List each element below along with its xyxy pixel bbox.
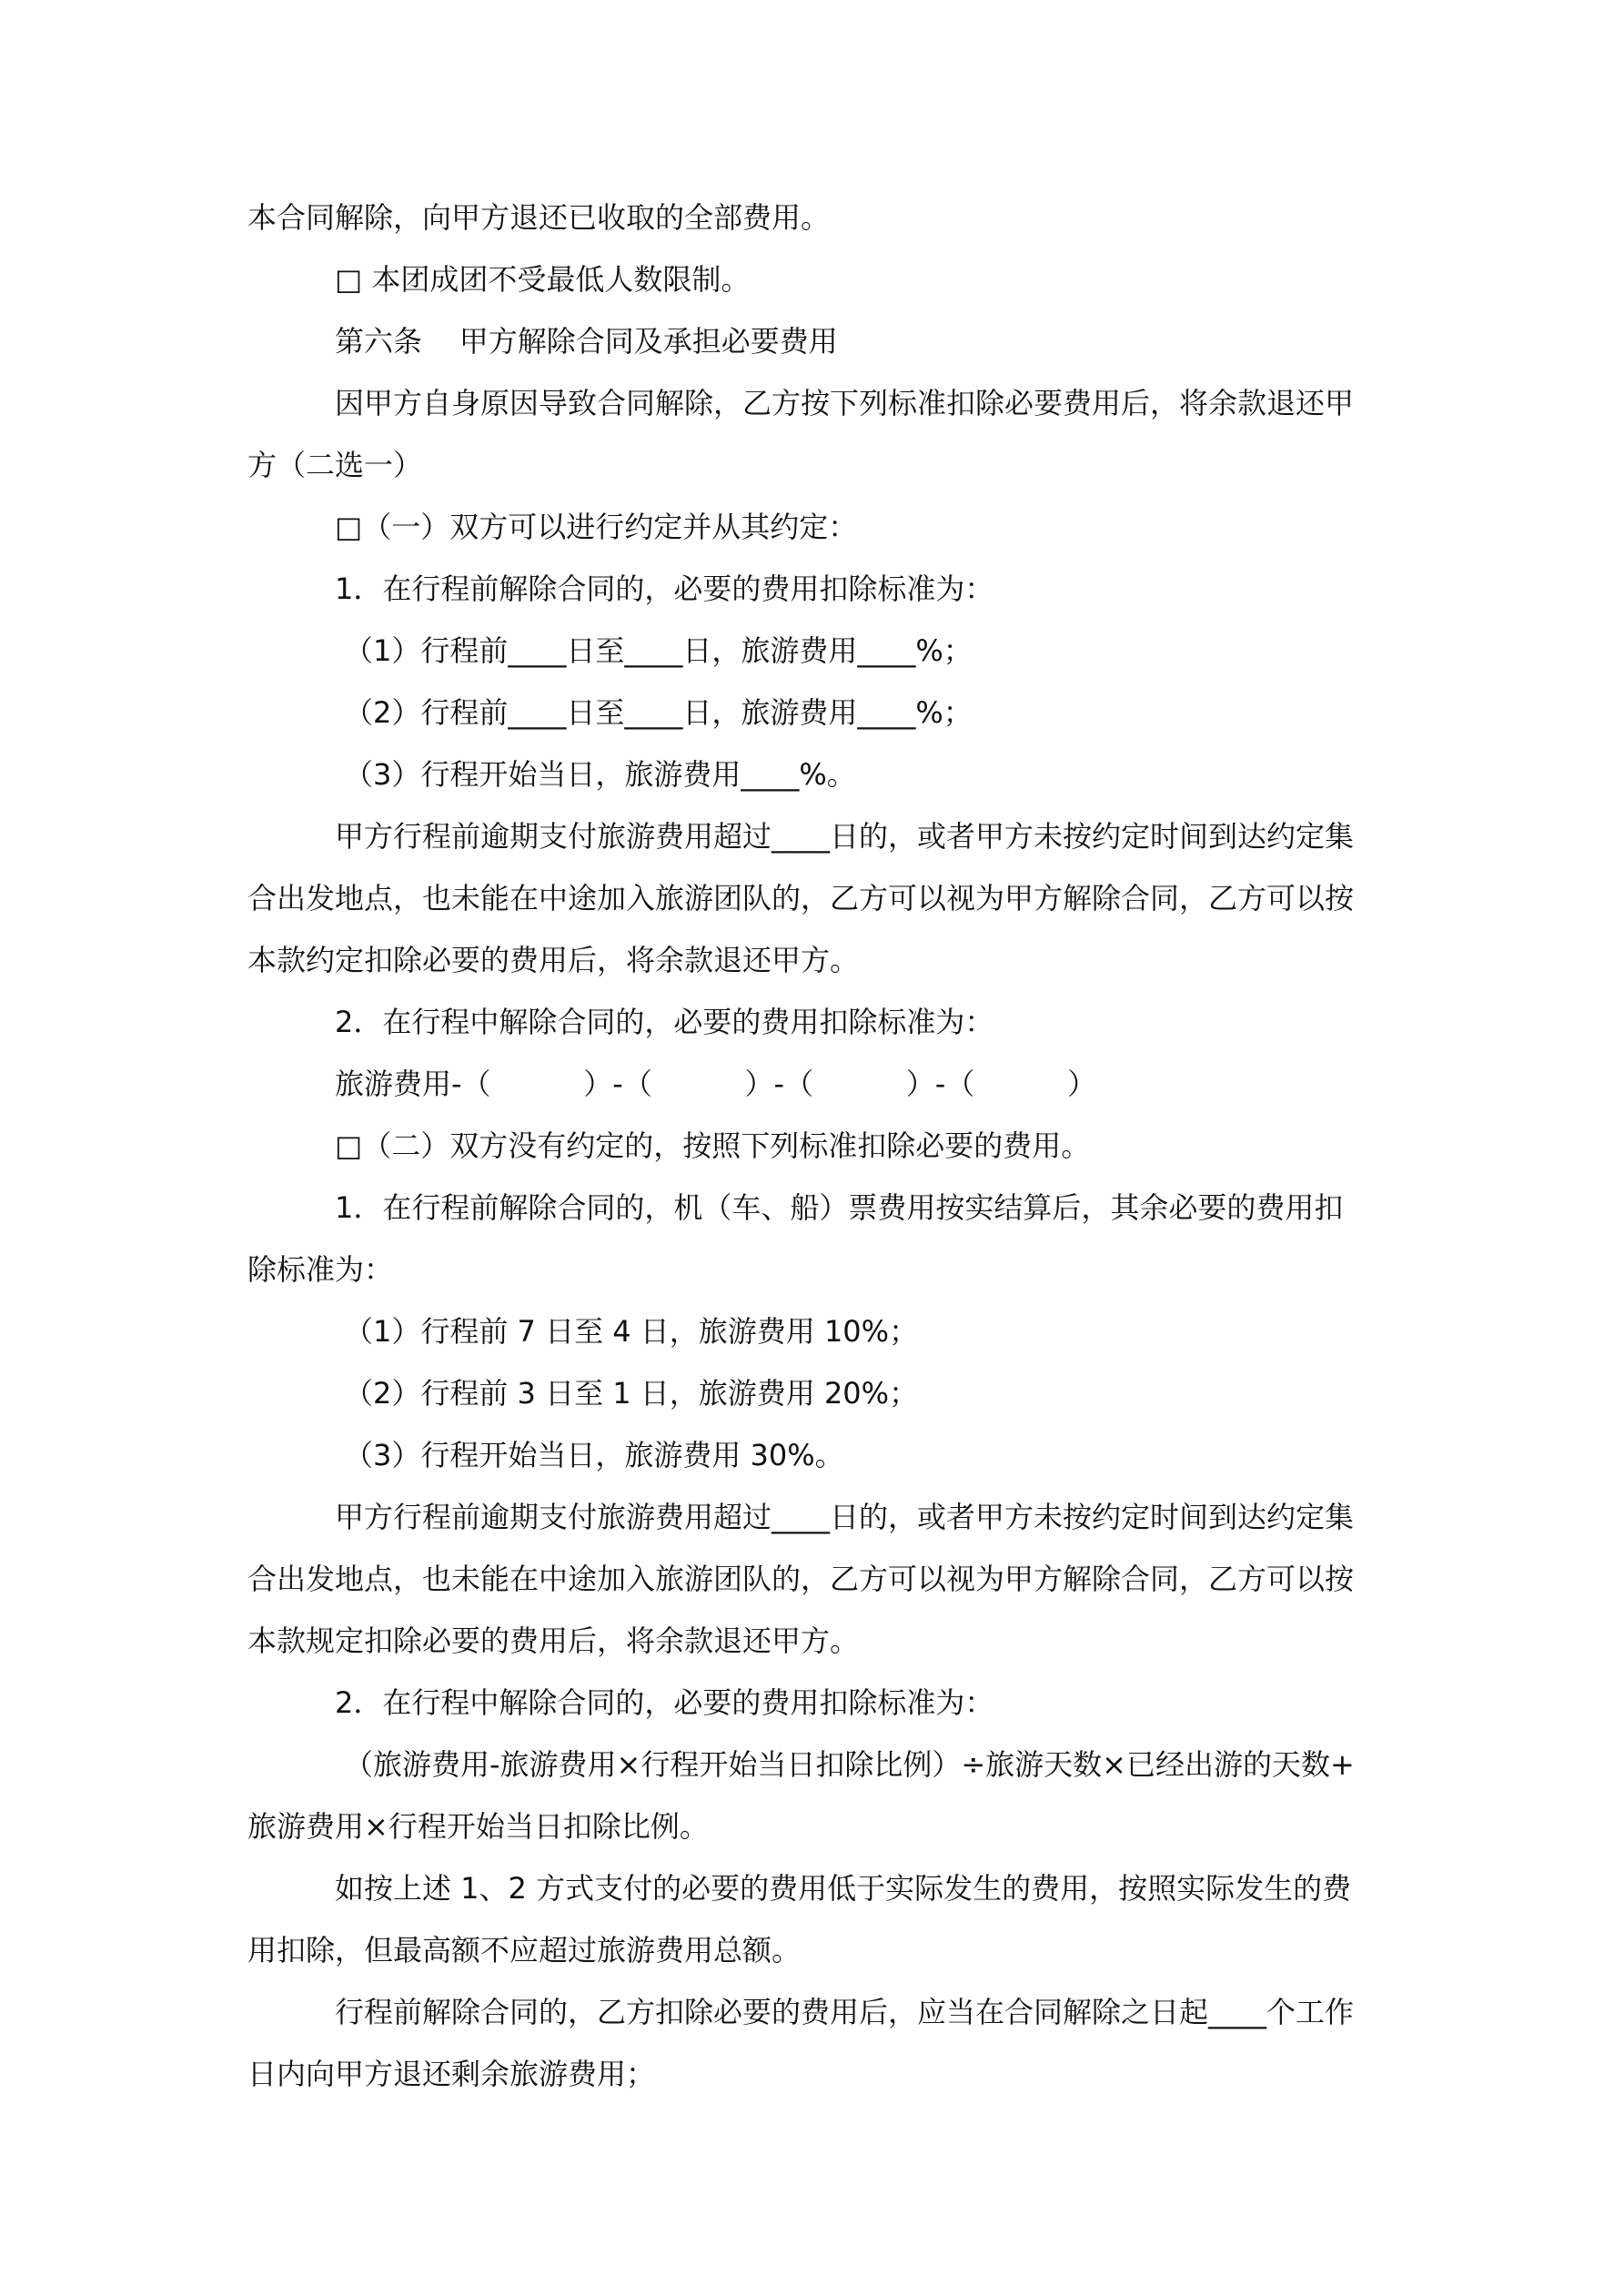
text-line: （2）行程前 3 日至 1 日，旅游费用 20%； xyxy=(344,1376,919,1411)
text-line: 如按上述 1、2 方式支付的必要的费用低于实际发生的费用，按照实际发生的费 xyxy=(335,1871,1352,1906)
text-line: 2．在行程中解除合同的，必要的费用扣除标准为： xyxy=(335,1005,994,1039)
text-line: （3）行程开始当日，旅游费用____%。 xyxy=(344,757,856,792)
text-line: （1）行程前____日至____日，旅游费用____%； xyxy=(344,633,973,668)
text-line: 因甲方自身原因导致合同解除，乙方按下列标准扣除必要费用后，将余款退还甲 xyxy=(335,386,1355,420)
text-line: 本款约定扣除必要的费用后，将余款退还甲方。 xyxy=(247,943,860,977)
text-line: 2．在行程中解除合同的，必要的费用扣除标准为： xyxy=(335,1685,994,1720)
text-line: 甲方行程前逾期支付旅游费用超过____日的，或者甲方未按约定时间到达约定集 xyxy=(335,1500,1355,1534)
text-line: 1．在行程前解除合同的，必要的费用扣除标准为： xyxy=(335,571,994,606)
text-line: 第六条 甲方解除合同及承担必要费用 xyxy=(335,324,838,359)
text-line: 合出发地点，也未能在中途加入旅游团队的，乙方可以视为甲方解除合同，乙方可以按 xyxy=(247,1562,1355,1596)
text-line: □ 本团成团不受最低人数限制。 xyxy=(335,262,751,297)
text-line: （3）行程开始当日，旅游费用 30%。 xyxy=(344,1438,844,1472)
text-line: 除标准为： xyxy=(247,1252,394,1287)
text-line: □（一）双方可以进行约定并从其约定： xyxy=(335,510,858,544)
text-line: 1．在行程前解除合同的，机（车、船）票费用按实结算后，其余必要的费用扣 xyxy=(335,1190,1344,1225)
text-line: 旅游费用-（ ）-（ ）-（ ）-（ ） xyxy=(335,1067,1097,1101)
text-line: 日内向甲方退还剩余旅游费用； xyxy=(247,2057,656,2091)
text-line: 行程前解除合同的，乙方扣除必要的费用后，应当在合同解除之日起____个工作 xyxy=(335,1995,1355,2029)
text-line: （2）行程前____日至____日，旅游费用____%； xyxy=(344,695,973,730)
text-line: 本合同解除，向甲方退还已收取的全部费用。 xyxy=(247,200,831,235)
text-line: 旅游费用×行程开始当日扣除比例。 xyxy=(247,1809,709,1844)
text-line: 合出发地点，也未能在中途加入旅游团队的，乙方可以视为甲方解除合同，乙方可以按 xyxy=(247,881,1355,915)
text-line: （旅游费用-旅游费用×行程开始当日扣除比例）÷旅游天数×已经出游的天数+ xyxy=(344,1747,1355,1782)
text-line: 本款规定扣除必要的费用后，将余款退还甲方。 xyxy=(247,1623,860,1658)
text-line: □（二）双方没有约定的，按照下列标准扣除必要的费用。 xyxy=(335,1128,1091,1163)
text-line: 甲方行程前逾期支付旅游费用超过____日的，或者甲方未按约定时间到达约定集 xyxy=(335,819,1355,854)
text-line: （1）行程前 7 日至 4 日，旅游费用 10%； xyxy=(344,1314,919,1349)
document-body xyxy=(247,187,1387,2105)
text-line: 方（二选一） xyxy=(247,448,423,482)
text-line: 用扣除，但最高额不应超过旅游费用总额。 xyxy=(247,1933,802,1967)
